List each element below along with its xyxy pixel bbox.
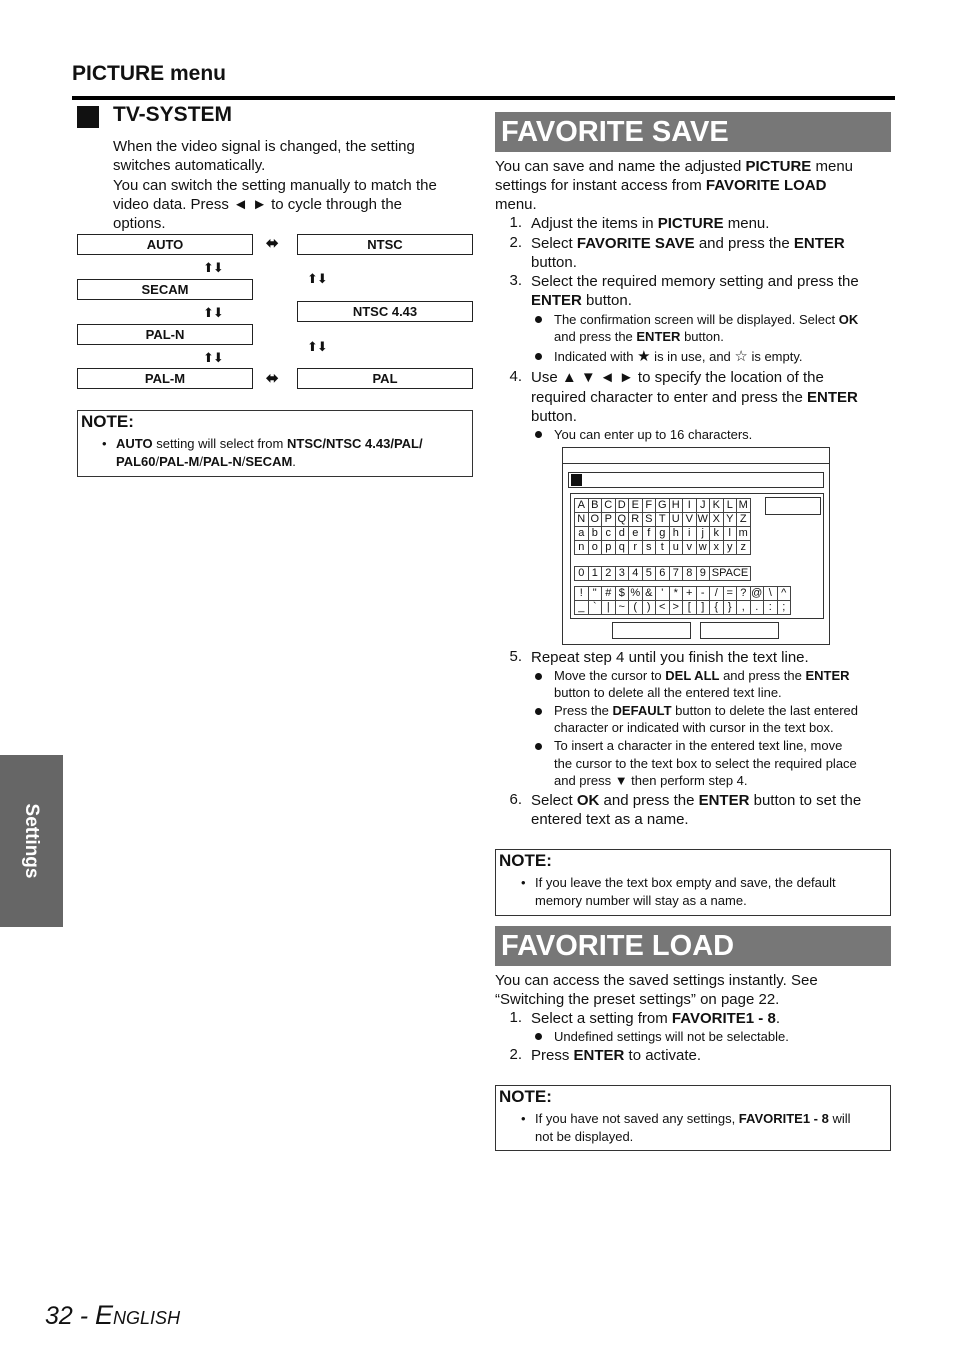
step-number: 3. <box>509 272 522 289</box>
keyboard-key[interactable]: o <box>588 541 602 555</box>
fs-bullet-5-3-cont2: and press ▼ then perform step 4. <box>554 773 748 788</box>
keyboard-key[interactable]: S <box>642 513 656 527</box>
option-pal-n: PAL-N <box>77 324 253 345</box>
keyboard-key[interactable]: s <box>642 541 656 555</box>
keyboard-key[interactable]: C <box>602 499 616 513</box>
keyboard-key[interactable]: \ <box>764 587 778 601</box>
section-title: PICTURE menu <box>72 62 227 85</box>
keyboard-key[interactable]: l <box>723 527 737 541</box>
keyboard-key[interactable]: g <box>656 527 670 541</box>
keyboard-key[interactable]: ` <box>588 601 602 615</box>
keyboard-title-bar <box>563 448 829 464</box>
note-line-1: AUTO setting will select from NTSC/NTSC 4.43/PAL/ <box>116 436 423 451</box>
keyboard-key[interactable]: $ <box>615 587 629 601</box>
symbol-key-grid <box>574 586 791 615</box>
keyboard-key[interactable]: ; <box>777 601 791 615</box>
fs-step-4-cont2: button. <box>531 408 577 425</box>
keyboard-key[interactable]: ? <box>737 587 751 601</box>
keyboard-key[interactable]: _ <box>575 601 589 615</box>
keyboard-key[interactable]: t <box>656 541 670 555</box>
bullet-dot <box>535 743 542 750</box>
tv-line: When the video signal is changed, the setting <box>113 138 415 155</box>
bullet-dot <box>535 1033 542 1040</box>
section-marker-square <box>77 106 99 128</box>
favorite-load-heading: FAVORITE LOAD <box>495 926 891 966</box>
page-footer: 32 - English <box>45 1300 181 1330</box>
header-rule <box>72 96 895 100</box>
keyboard-key[interactable]: z <box>737 541 751 555</box>
keyboard-key[interactable]: > <box>669 601 683 615</box>
keyboard-key[interactable]: a <box>575 527 589 541</box>
keyboard-key[interactable]: W <box>697 513 708 525</box>
key-row <box>575 499 751 513</box>
step-number: 5. <box>509 648 522 665</box>
double-horizontal-arrow-icon: ⬌ <box>266 235 279 252</box>
note-line-2: PAL60/PAL-M/PAL-N/SECAM. <box>116 454 296 469</box>
keyboard-key[interactable]: X <box>710 513 724 527</box>
fs-bullet-3-1-cont: and press the ENTER button. <box>554 329 724 344</box>
keyboard-key[interactable]: h <box>669 527 683 541</box>
keyboard-key[interactable]: m <box>737 527 751 541</box>
page-number: 32 <box>45 1302 73 1330</box>
keyboard-key[interactable]: M <box>737 499 751 513</box>
keyboard-key[interactable]: P <box>602 513 616 527</box>
fs-bullet-5-2-cont: character or indicated with cursor in the text box. <box>554 720 834 735</box>
keyboard-key[interactable]: A <box>575 499 589 513</box>
fs-step-4-cont: required character to enter and press the ENTER <box>531 389 858 406</box>
tv-system-description <box>113 137 473 233</box>
letter-key-grid <box>574 498 751 555</box>
keyboard-key[interactable]: i <box>683 527 697 541</box>
keyboard-key[interactable]: Y <box>723 513 737 527</box>
keyboard-key[interactable]: ~ <box>615 601 629 615</box>
keyboard-key[interactable]: q <box>615 541 629 555</box>
keyboard-key[interactable]: I <box>683 499 697 513</box>
fs-step-6-cont: entered text as a name. <box>531 811 689 828</box>
keyboard-key[interactable]: * <box>669 587 683 601</box>
keyboard-key[interactable]: 7 <box>669 567 683 581</box>
keyboard-key[interactable]: c <box>602 527 616 541</box>
fl-intro-1: You can access the saved settings instantly. See <box>495 972 818 989</box>
keyboard-key[interactable]: V <box>683 513 697 527</box>
keyboard-key[interactable]: u <box>669 541 683 555</box>
fs-bullet-5-3: To insert a character in the entered text line, move <box>554 738 843 753</box>
note-line-1: If you leave the text box empty and save, the default <box>535 875 836 890</box>
keyboard-key[interactable]: 8 <box>683 567 697 581</box>
keyboard-side-box <box>765 497 821 515</box>
up-down-arrows-icon: ⬆⬇ <box>203 305 223 320</box>
key-row <box>575 513 751 527</box>
keyboard-key[interactable]: 0 <box>575 567 589 581</box>
filled-star-icon: ★ <box>637 348 651 365</box>
keyboard-key[interactable]: J <box>696 499 710 513</box>
keyboard-key[interactable]: 1 <box>588 567 602 581</box>
keyboard-key[interactable]: = <box>723 587 737 601</box>
keyboard-key[interactable]: N <box>575 513 589 527</box>
up-down-arrows-icon: ⬆⬇ <box>307 339 327 354</box>
tv-line: switches automatically. <box>113 157 266 175</box>
keyboard-key[interactable]: R <box>629 513 643 527</box>
note-bullet: • <box>521 875 526 890</box>
fl-step-2: Press ENTER to activate. <box>531 1047 702 1064</box>
keyboard-key[interactable]: / <box>710 587 724 601</box>
keyboard-key[interactable]: ) <box>642 601 656 615</box>
fs-step-4: Use ▲ ▼ ◄ ► to specify the location of the <box>531 369 824 386</box>
fs-intro-2: settings for instant access from FAVORITE LOAD <box>495 177 827 194</box>
keyboard-key[interactable]: } <box>723 601 737 615</box>
fs-step-3-cont: ENTER button. <box>531 292 632 309</box>
fs-bullet-3-2: Indicated with ★ is in use, and ☆ is empty. <box>554 348 803 365</box>
option-pal-m: PAL-M <box>77 368 253 389</box>
fs-step-2: Select FAVORITE SAVE and press the ENTER <box>531 235 845 252</box>
keyboard-key[interactable]: F <box>642 499 656 513</box>
keyboard-key[interactable]: j <box>696 527 710 541</box>
up-down-arrows-icon: ⬆⬇ <box>307 271 327 286</box>
key-row <box>575 587 791 601</box>
keyboard-key[interactable]: 5 <box>642 567 656 581</box>
tv-line: video data. Press ◄ ► to cycle through the <box>113 195 403 213</box>
keyboard-key[interactable]: 2 <box>602 567 616 581</box>
up-down-arrows-icon: ⬆⬇ <box>203 260 223 275</box>
bullet-dot <box>535 708 542 715</box>
note-bullet: • <box>521 1111 526 1126</box>
keyboard-key[interactable]: [ <box>683 601 697 615</box>
digit-key-grid <box>574 566 751 581</box>
keyboard-key[interactable]: O <box>588 513 602 527</box>
keyboard-key[interactable]: p <box>602 541 616 555</box>
fs-step-2-cont: button. <box>531 254 577 271</box>
fs-bullet-4-1: You can enter up to 16 characters. <box>554 427 753 442</box>
keyboard-key[interactable]: L <box>723 499 737 513</box>
option-secam: SECAM <box>77 279 253 300</box>
favorite-save-note <box>495 849 891 916</box>
keyboard-key[interactable]: + <box>683 587 697 601</box>
keyboard-key[interactable]: ' <box>656 587 670 601</box>
empty-star-icon: ☆ <box>734 348 748 365</box>
keyboard-key[interactable]: 9 <box>696 567 710 581</box>
fs-intro-3: menu. <box>495 196 537 213</box>
keyboard-key[interactable]: k <box>710 527 724 541</box>
text-cursor <box>571 474 582 486</box>
keyboard-key[interactable]: " <box>588 587 602 601</box>
key-row <box>575 567 751 581</box>
keyboard-key[interactable]: < <box>656 601 670 615</box>
keyboard-key[interactable]: @ <box>751 587 763 599</box>
keyboard-key[interactable]: D <box>615 499 629 513</box>
keyboard-button-1[interactable] <box>612 622 691 639</box>
fs-step-1: Adjust the items in PICTURE menu. <box>531 215 770 232</box>
keyboard-key[interactable]: ] <box>696 601 710 615</box>
keyboard-key[interactable]: x <box>710 541 724 555</box>
keyboard-key[interactable]: & <box>642 587 656 601</box>
keyboard-key[interactable]: T <box>656 513 670 527</box>
fs-step-3: Select the required memory setting and press the <box>531 273 859 290</box>
step-number: 1. <box>509 214 522 231</box>
footer-language-rest: nglish <box>113 1302 181 1330</box>
keyboard-key[interactable]: Q <box>615 513 629 527</box>
keyboard-key[interactable]: # <box>602 587 616 601</box>
keyboard-key[interactable]: Z <box>737 513 751 527</box>
keyboard-key[interactable]: E <box>629 499 643 513</box>
bullet-dot <box>535 316 542 323</box>
option-ntsc-443: NTSC 4.43 <box>297 301 473 322</box>
keyboard-key[interactable]: . <box>750 601 764 615</box>
bullet-dot <box>535 431 542 438</box>
fs-bullet-3-1: The confirmation screen will be displayed. Select OK <box>554 312 859 327</box>
note-line-2: not be displayed. <box>535 1129 634 1144</box>
keyboard-key[interactable]: e <box>629 527 643 541</box>
keyboard-button-2[interactable] <box>700 622 779 639</box>
keyboard-key[interactable]: % <box>630 587 641 599</box>
keyboard-key[interactable]: H <box>669 499 683 513</box>
keyboard-key[interactable]: ! <box>575 587 589 601</box>
fs-step-6: Select OK and press the ENTER button to set the <box>531 792 862 809</box>
fl-bullet-1-1: Undefined settings will not be selectable. <box>554 1029 789 1044</box>
keyboard-key[interactable]: - <box>696 587 710 601</box>
tv-system-heading: TV-SYSTEM <box>113 103 233 126</box>
favorite-load-note <box>495 1085 891 1151</box>
keyboard-key[interactable]: ( <box>629 601 643 615</box>
fs-bullet-5-1-cont: button to delete all the entered text line. <box>554 685 782 700</box>
fs-step-5: Repeat step 4 until you finish the text line. <box>531 649 809 666</box>
tv-line: options. <box>113 215 166 233</box>
space-key[interactable]: SPACE <box>710 567 751 581</box>
key-row <box>575 541 751 555</box>
fs-intro-1: You can save and name the adjusted PICTURE menu <box>495 158 854 175</box>
keyboard-key[interactable]: 3 <box>615 567 629 581</box>
note-line-1: If you have not saved any settings, FAVORITE1 - 8 will <box>535 1111 851 1126</box>
tv-system-note <box>77 410 473 477</box>
keyboard-key[interactable]: B <box>588 499 602 513</box>
keyboard-key[interactable]: f <box>642 527 656 541</box>
keyboard-key[interactable]: , <box>737 601 751 615</box>
note-title: NOTE: <box>499 851 552 870</box>
fs-bullet-5-3-cont: the cursor to the text box to select the required place <box>554 756 857 771</box>
keyboard-key[interactable]: : <box>764 601 778 615</box>
footer-language-initial: E <box>95 1300 114 1330</box>
step-number: 2. <box>509 234 522 251</box>
note-bullet: • <box>102 436 107 451</box>
keyboard-key[interactable]: n <box>575 541 589 555</box>
step-number: 1. <box>509 1009 522 1026</box>
note-line-2: memory number will stay as a name. <box>535 893 747 908</box>
keyboard-key[interactable]: b <box>588 527 602 541</box>
keyboard-key[interactable]: | <box>602 601 616 615</box>
favorite-save-heading: FAVORITE SAVE <box>495 112 891 152</box>
keyboard-key[interactable]: y <box>723 541 737 555</box>
double-horizontal-arrow-icon: ⬌ <box>266 370 279 387</box>
fl-intro-2: “Switching the preset settings” on page 22. <box>495 991 780 1008</box>
step-number: 4. <box>509 368 522 385</box>
keyboard-key[interactable]: d <box>615 527 629 541</box>
option-ntsc: NTSC <box>297 234 473 255</box>
keyboard-key[interactable]: w <box>696 541 710 555</box>
bullet-dot <box>535 673 542 680</box>
keyboard-key[interactable]: r <box>629 541 643 555</box>
keyboard-key[interactable]: v <box>683 541 697 555</box>
step-number: 2. <box>509 1046 522 1063</box>
keyboard-key[interactable]: 6 <box>656 567 670 581</box>
step-number: 6. <box>509 791 522 808</box>
settings-tab-label: Settings <box>21 803 42 879</box>
keyboard-key[interactable]: ^ <box>777 587 791 601</box>
keyboard-key[interactable]: { <box>710 601 724 615</box>
bullet-dot <box>535 353 542 360</box>
keyboard-key[interactable]: K <box>710 499 724 513</box>
option-auto: AUTO <box>77 234 253 255</box>
keyboard-key[interactable]: 4 <box>629 567 643 581</box>
fs-bullet-5-1: Move the cursor to DEL ALL and press the ENTER <box>554 668 850 683</box>
tv-line: You can switch the setting manually to match the <box>113 176 437 194</box>
key-row <box>575 527 751 541</box>
fs-bullet-5-2: Press the DEFAULT button to delete the last entered <box>554 703 858 718</box>
keyboard-key[interactable]: G <box>656 499 670 513</box>
note-title: NOTE: <box>81 412 134 431</box>
keyboard-key[interactable]: U <box>669 513 683 527</box>
name-text-box[interactable] <box>568 472 824 488</box>
note-title: NOTE: <box>499 1087 552 1106</box>
fl-step-1: Select a setting from FAVORITE1 - 8. <box>531 1010 780 1027</box>
option-pal: PAL <box>297 368 473 389</box>
key-row <box>575 601 791 615</box>
up-down-arrows-icon: ⬆⬇ <box>203 350 223 365</box>
